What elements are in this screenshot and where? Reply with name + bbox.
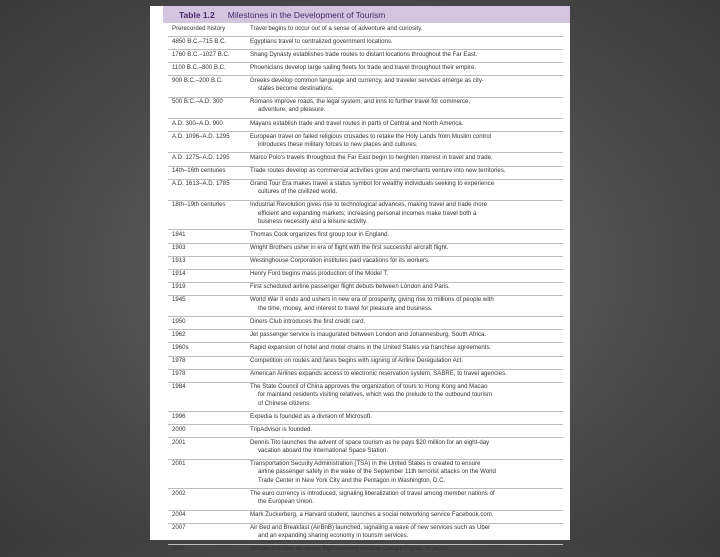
row-description-line: airline passenger safety in the wake of the September 11th terrorist attacks on the World xyxy=(258,468,496,476)
row-date: 2004 xyxy=(172,511,186,518)
row-date: 1945 xyxy=(172,296,186,304)
row-date: 1978 xyxy=(172,357,186,364)
row-date: 1960s xyxy=(172,343,189,351)
row-description-line: Dennis Tito launches the advent of space tourism as he pays $20 million for an eight-day xyxy=(250,438,490,446)
table-row xyxy=(150,166,570,179)
row-description-line: Trade routes develop as commercial activities grow and merchants venture into new territories. xyxy=(250,167,506,174)
table-row xyxy=(150,437,570,458)
table-row xyxy=(150,356,570,369)
row-description-line: cultures of the civilized world. xyxy=(258,188,338,196)
row-description xyxy=(250,231,556,239)
row-date: 2000 xyxy=(172,425,186,433)
row-date: Prerecorded history xyxy=(172,24,226,32)
row-description xyxy=(250,357,556,365)
table-row xyxy=(150,282,570,295)
row-description-line: business necessity and a leisure activity. xyxy=(258,217,368,225)
row-description-line: adventure, and pleasure. xyxy=(258,106,326,114)
row-description-line: Phoenicians develop large sailing fleets for trade and travel throughout their empire. xyxy=(250,63,476,71)
row-date: 1984 xyxy=(172,383,186,391)
row-description-line: of Chinese citizens. xyxy=(258,399,311,407)
row-description xyxy=(250,25,556,33)
table-row xyxy=(150,382,570,412)
row-description-line: introduces these military forces to new places and cultures. xyxy=(258,140,418,148)
row-description-line: Expedia is founded as a division of Microsoft. xyxy=(250,412,372,420)
row-description xyxy=(250,167,556,175)
row-description xyxy=(250,460,556,485)
row-description xyxy=(250,180,556,196)
row-description-line: Westinghouse Corporation institutes paid vacations for its workers. xyxy=(250,257,430,265)
table-row xyxy=(150,131,570,152)
table-title-bar xyxy=(163,6,570,23)
row-description-line: Thomas Cook organizes first group tour in England. xyxy=(250,230,390,238)
row-description-line: Industrial Revolution gives rise to technological advances, making travel and trade more xyxy=(250,201,488,209)
row-description xyxy=(250,77,556,93)
row-description-line: Rapid expansion of hotel and motel chains in the United States via franchise agreements. xyxy=(250,343,492,351)
table-row xyxy=(150,179,570,200)
table-number: Table 1.2 xyxy=(179,9,215,20)
table-row xyxy=(150,75,570,96)
row-description-line: for mainland residents visiting relatives, which was the prelude to the outbound tourism xyxy=(258,391,493,399)
row-date: 1919 xyxy=(172,283,186,291)
table-row xyxy=(150,243,570,256)
row-description-line: Mayans establish trade and travel routes in parts of Central and North America. xyxy=(250,119,464,127)
row-date: 1913 xyxy=(172,257,186,265)
table-row xyxy=(150,329,570,342)
row-description-line: the European Union. xyxy=(258,497,314,505)
row-description-line: The euro currency is introduced, signaling liberalization of travel among member nations of xyxy=(250,489,495,497)
table-row xyxy=(150,200,570,230)
row-date: 1841 xyxy=(172,230,186,238)
row-description-line: Mark Zuckerberg, a Harvard student, launches a social networking service Facebook.com. xyxy=(250,511,494,518)
row-description-line: states become destinations. xyxy=(258,85,334,93)
row-description-line: Google provides an online flight-booking service, Google Flights, to public. xyxy=(250,545,451,553)
row-date: 1100 B.C.–800 B.C. xyxy=(172,63,226,71)
table-row xyxy=(150,62,570,75)
table-row xyxy=(150,459,570,489)
row-description-line: European travel on failed religious crusades to retake the Holy Lands from Muslim control xyxy=(250,132,492,140)
table-row xyxy=(150,256,570,269)
row-description-line: American Airlines expands access to electronic reservation system, SABRE, to travel agencies. xyxy=(250,370,507,378)
row-description xyxy=(250,283,556,291)
table-row xyxy=(150,269,570,282)
row-description-line: Travel begins to occur out of a sense of adventure and curiosity. xyxy=(250,24,423,32)
row-description xyxy=(250,201,556,226)
row-description-line: The State Council of China approves the organization of tours to Hong Kong and Macao xyxy=(250,383,488,391)
table-row xyxy=(150,295,570,316)
table-row xyxy=(150,118,570,131)
row-description-line: Diners Club introduces the first credit card. xyxy=(250,317,366,325)
row-description-line: Wright Brothers usher in era of flight with the first successful aircraft flight. xyxy=(250,244,449,251)
row-description-line: Greeks develop common language and currency, and traveler services emerge as city- xyxy=(250,76,484,84)
row-date: 1996 xyxy=(172,412,186,420)
row-description-line: Air Bed and Breakfast (AirBnB) launched, signaling a wave of new services such as Uber xyxy=(250,524,491,532)
row-date: 1760 B.C.–1027 B.C. xyxy=(172,50,230,58)
table-row xyxy=(150,424,570,437)
row-description-line: Transportation Security Administration (TSA) in the United States is created to ensure xyxy=(250,460,481,468)
row-date: 2011 xyxy=(172,545,186,553)
table-row xyxy=(150,316,570,329)
document-page xyxy=(150,6,570,553)
row-description xyxy=(250,270,556,278)
table-row xyxy=(150,23,570,36)
table-row xyxy=(150,544,570,557)
row-description-line: vacation aboard the International Space Station. xyxy=(258,447,389,455)
row-description-line: and an expanding sharing economy in tourism services. xyxy=(258,532,409,540)
row-description xyxy=(250,296,556,312)
row-description-line: First scheduled airline passenger flight debuts between London and Paris. xyxy=(250,283,450,291)
row-description xyxy=(250,331,556,339)
table-row xyxy=(150,510,570,523)
row-date: 1914 xyxy=(172,270,186,278)
row-description xyxy=(250,257,556,265)
table-row xyxy=(150,36,570,49)
row-description xyxy=(250,120,556,128)
row-description xyxy=(250,545,556,553)
table-row xyxy=(150,342,570,355)
row-description xyxy=(250,154,556,162)
row-description xyxy=(250,439,556,455)
row-description-line: the time, money, and interest to travel for pleasure and business. xyxy=(258,304,433,312)
row-date: 2001 xyxy=(172,438,186,446)
row-date: 14th–16th centuries xyxy=(172,167,226,174)
row-date: 2002 xyxy=(172,489,186,497)
table-row xyxy=(150,229,570,242)
row-description-line: World War II ends and ushers in new era of prosperity, giving rise to millions of people with xyxy=(250,296,494,304)
row-description xyxy=(250,133,556,149)
row-description xyxy=(250,318,556,326)
row-date: A.D. 300–A.D. 900 xyxy=(172,119,223,127)
table-row xyxy=(150,523,570,544)
row-date: A.D. 1096–A.D. 1295 xyxy=(172,132,230,140)
row-description xyxy=(250,370,556,378)
row-description xyxy=(250,38,556,46)
row-description xyxy=(250,413,556,421)
row-description-line: Henry Ford begins mass production of the Model T. xyxy=(250,270,389,278)
row-description-line: Grand Tour Era makes travel a status symbol for wealthy individuals seeking to experience xyxy=(250,180,495,188)
row-description xyxy=(250,524,556,540)
row-date: 1950 xyxy=(172,317,186,325)
row-date: 900 B.C.–200 B.C. xyxy=(172,76,223,84)
table-row xyxy=(150,411,570,424)
table-row xyxy=(150,152,570,165)
row-description xyxy=(250,511,556,519)
row-description-line: Competition on routes and fares begins with signing of Airline Deregulation Act. xyxy=(250,357,464,364)
row-description-line: Shang Dynasty establishes trade routes to distant locations throughout the Far East. xyxy=(250,50,478,58)
row-date: 1978 xyxy=(172,370,186,378)
row-description xyxy=(250,490,556,506)
row-date: 1962 xyxy=(172,330,186,338)
row-description-line: Trade Center in New York City and the Pentagon in Washington, D.C. xyxy=(258,476,446,484)
table-row xyxy=(150,97,570,118)
row-description-line: Egyptians travel to centralized government locations. xyxy=(250,37,393,45)
row-description xyxy=(250,51,556,59)
row-description-line: Jet passenger service is inaugurated between London and Johannesburg, South Africa. xyxy=(250,330,487,338)
table-row xyxy=(150,488,570,509)
table-title: Milestones in the Development of Tourism xyxy=(227,9,386,20)
row-date: 1903 xyxy=(172,244,186,251)
row-description-line: Romans improve roads, the legal system, and inns to further travel for commerce, xyxy=(250,98,471,106)
row-description-line: TripAdvisor is founded. xyxy=(250,425,313,433)
row-date: 4850 B.C.–715 B.C. xyxy=(172,37,227,45)
row-description-line: Marco Polo's travels throughout the Far East begin to heighten interest in travel and trade. xyxy=(250,153,493,161)
row-description-line: efficient and expanding markets; increasing personal incomes make travel both a xyxy=(258,209,477,217)
row-date: 2007 xyxy=(172,524,186,532)
table-row xyxy=(150,49,570,62)
row-date: 18th–19th centuries xyxy=(172,201,226,209)
row-description xyxy=(250,98,556,114)
table-row xyxy=(150,369,570,382)
row-description xyxy=(250,244,556,252)
row-description xyxy=(250,426,556,434)
row-date: A.D. 1613–A.D. 1785 xyxy=(172,180,230,188)
row-description xyxy=(250,344,556,352)
row-date: 2001 xyxy=(172,460,186,468)
row-description xyxy=(250,383,556,408)
row-description xyxy=(250,64,556,72)
row-date: 500 B.C.–A.D. 300 xyxy=(172,98,223,106)
row-date: A.D. 1275–A.D. 1295 xyxy=(172,153,230,161)
